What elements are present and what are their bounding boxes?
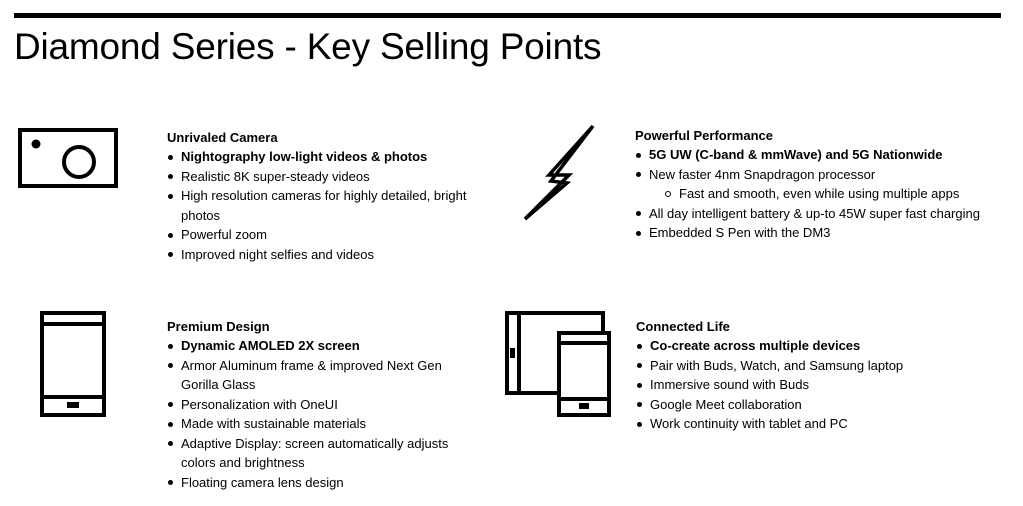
list-item: Improved night selfies and videos (167, 245, 467, 265)
bullet-list (167, 147, 467, 264)
bullet-list (167, 336, 467, 492)
section-body (635, 126, 1005, 243)
bullet-list (636, 336, 976, 434)
sub-list-item: Fast and smooth, even while using multiple apps (635, 184, 1005, 204)
list-item: Immersive sound with Buds (636, 375, 976, 395)
section-body (167, 317, 467, 492)
list-item: Pair with Buds, Watch, and Samsung laptop (636, 356, 976, 376)
lightning-bolt-icon (521, 123, 601, 228)
list-item: Made with sustainable materials (167, 414, 467, 434)
list-item: Personalization with OneUI (167, 395, 467, 415)
camera-icon (18, 128, 118, 193)
list-item: Nightography low-light videos & photos (167, 147, 467, 167)
list-item: Realistic 8K super-steady videos (167, 167, 467, 187)
list-item: Google Meet collaboration (636, 395, 976, 415)
section-body (636, 317, 976, 434)
list-item: Armor Aluminum frame & improved Next Gen Gorilla Glass (167, 356, 467, 395)
list-item: Embedded S Pen with the DM3 (635, 223, 1005, 243)
list-item: High resolution cameras for highly detailed, bright photos (167, 186, 467, 225)
list-item: Powerful zoom (167, 225, 467, 245)
top-rule (14, 13, 1001, 18)
section-heading: Premium Design (167, 319, 270, 334)
section-body (167, 128, 467, 264)
section-heading: Connected Life (636, 319, 730, 334)
list-item: Adaptive Display: screen automatically adjusts colors and brightness (167, 434, 467, 473)
list-item: Work continuity with tablet and PC (636, 414, 976, 434)
section-heading: Powerful Performance (635, 128, 773, 143)
list-item: New faster 4nm Snapdragon processor (635, 165, 1005, 185)
list-item: Floating camera lens design (167, 473, 467, 493)
list-item: 5G UW (C-band & mmWave) and 5G Nationwide (635, 145, 1005, 165)
bullet-list (635, 145, 1005, 243)
list-item: Co-create across multiple devices (636, 336, 976, 356)
list-item: All day intelligent battery & up-to 45W super fast charging (635, 204, 1005, 224)
smartphone-icon (40, 311, 106, 422)
section-heading: Unrivaled Camera (167, 130, 278, 145)
list-item: Dynamic AMOLED 2X screen (167, 336, 467, 356)
tablet-and-phone-icon (505, 311, 611, 422)
page-title: Diamond Series - Key Selling Points (14, 26, 602, 67)
